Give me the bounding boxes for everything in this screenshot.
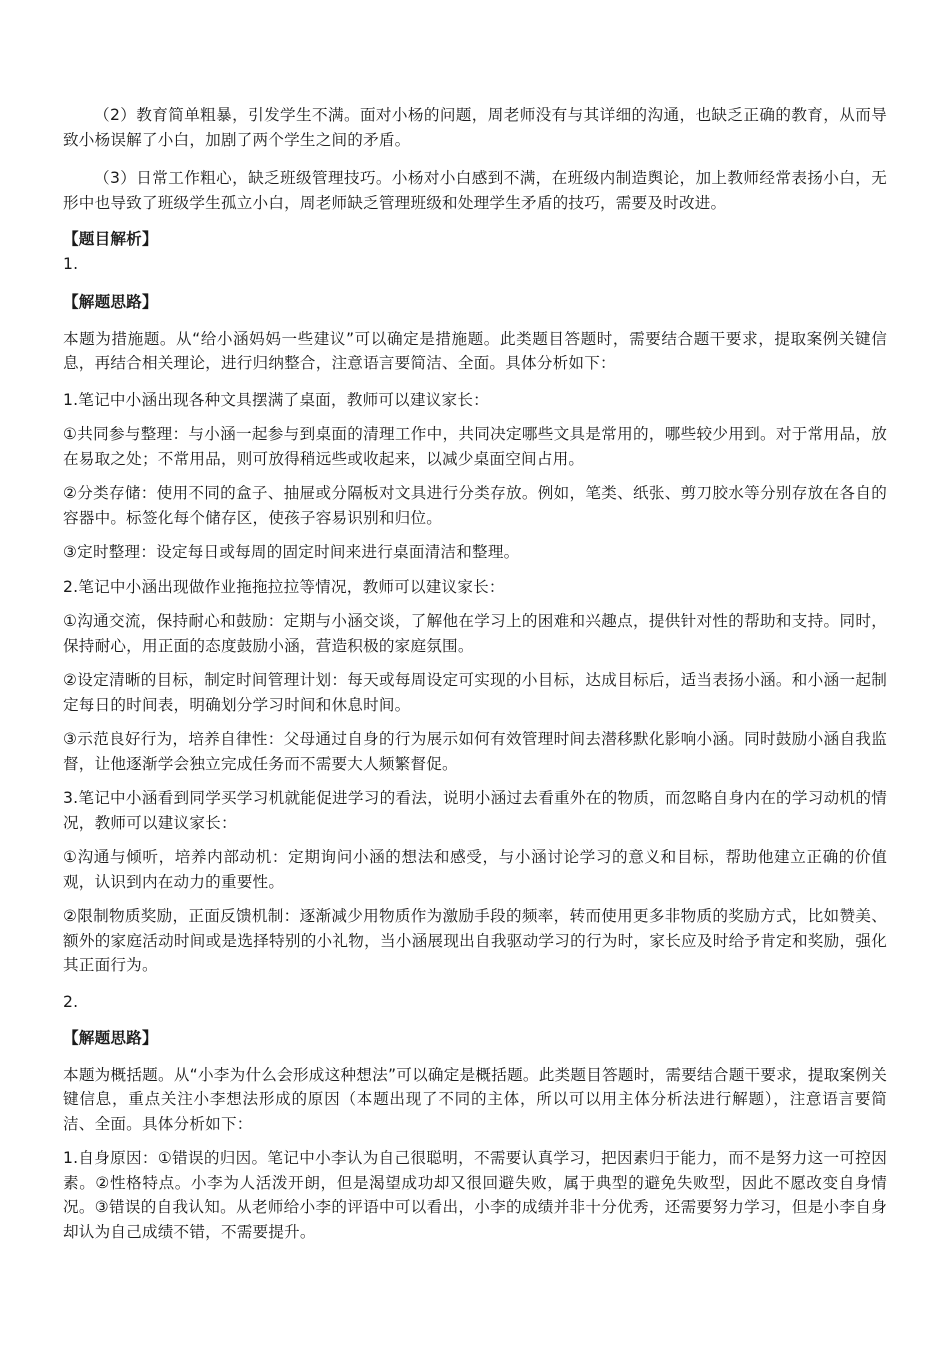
q2-approach-heading: 【解题思路】: [63, 1029, 158, 1047]
q2-point1: 1.自身原因：①错误的归因。笔记中小李认为自己很聪明，不需要认真学习，把因素归于能力，而不是努力这一可控因素。②性格特点。小李为人活泼开朗，但是渴望成功却又很回避失败，属于典型的避免失败型，因此不愿改变自身情况。③错误的自我认知。从老师给小李的评语中可以看出，小李的成绩并非十分优秀，还需要努力学习，但是小李自身却认为自己成绩不错，不需要提升。: [63, 1149, 887, 1241]
document-page: [63, 103, 887, 1244]
q1-point3-item-2: ②限制物质奖励，正面反馈机制：逐渐减少用物质作为激励手段的频率，转而使用更多非物质的奖励方式，比如赞美、额外的家庭活动时间或是选择特别的小礼物，当小涵展现出自我驱动学习的行为时，家长应及时给予肯定和奖励，强化其正面行为。: [63, 907, 887, 974]
q1-point3-title: 3.笔记中小涵看到同学买学习机就能促进学习的看法，说明小涵过去看重外在的物质，而忽略自身内在的学习动机的情况，教师可以建议家长：: [63, 789, 887, 832]
q2-number: 2.: [63, 992, 79, 1011]
q1-approach-heading: 【解题思路】: [63, 293, 158, 311]
q1-point1-item-1: ①共同参与整理：与小涵一起参与到桌面的清理工作中，共同决定哪些文具是常用的，哪些较少用到。对于常用品，放在易取之处；不常用品，则可放得稍远些或收起来，以减少桌面空间占用。: [63, 425, 887, 468]
q1-point1-item-2: ②分类存储：使用不同的盒子、抽屉或分隔板对文具进行分类存放。例如，笔类、纸张、剪刀胶水等分别存放在各自的容器中。标签化每个储存区，使孩子容易识别和归位。: [63, 484, 887, 527]
q1-point1-item-3: ③定时整理：设定每日或每周的固定时间来进行桌面清洁和整理。: [63, 543, 520, 561]
prev-answer-para-3: （3）日常工作粗心，缺乏班级管理技巧。小杨对小白感到不满，在班级内制造舆论，加上教师经常表扬小白，无形中也导致了班级学生孤立小白，周老师缺乏管理班级和处理学生矛盾的技巧，需要及时改进。: [63, 169, 887, 212]
q1-point3-item-1: ①沟通与倾听，培养内部动机：定期询问小涵的想法和感受，与小涵讨论学习的意义和目标，帮助他建立正确的价值观，认识到内在动力的重要性。: [63, 848, 887, 891]
q1-point2-item-2: ②设定清晰的目标，制定时间管理计划：每天或每周设定可实现的小目标，达成目标后，适当表扬小涵。和小涵一起制定每日的时间表，明确划分学习时间和休息时间。: [63, 671, 887, 714]
q1-point2-title: 2.笔记中小涵出现做作业拖拖拉拉等情况，教师可以建议家长：: [63, 577, 505, 596]
q1-intro: 本题为措施题。从“给小涵妈妈一些建议”可以确定是措施题。此类题目答题时，需要结合题干要求，提取案例关键信息，再结合相关理论，进行归纳整合，注意语言要简洁、全面。具体分析如下：: [63, 329, 887, 372]
q1-number: 1.: [63, 254, 79, 273]
q2-intro: 本题为概括题。从“小李为什么会形成这种想法”可以确定是概括题。此类题目答题时，需要结合题干要求，提取案例关键信息，重点关注小李想法形成的原因（本题出现了不同的主体，所以可以用主体分析法进行解题），注意语言要简洁、全面。具体分析如下：: [63, 1065, 887, 1133]
q1-point2-item-3: ③示范良好行为，培养自律性：父母通过自身的行为展示如何有效管理时间去潜移默化影响小涵。同时鼓励小涵自我监督，让他逐渐学会独立完成任务而不需要大人频繁督促。: [63, 730, 887, 773]
analysis-heading: 【题目解析】: [63, 230, 158, 248]
q1-point2-item-1: ①沟通交流，保持耐心和鼓励：定期与小涵交谈，了解他在学习上的困难和兴趣点，提供针对性的帮助和支持。同时，保持耐心，用正面的态度鼓励小涵，营造积极的家庭氛围。: [63, 612, 887, 655]
prev-answer-para-2: （2）教育简单粗暴，引发学生不满。面对小杨的问题，周老师没有与其详细的沟通，也缺乏正确的教育，从而导致小杨误解了小白，加剧了两个学生之间的矛盾。: [63, 106, 887, 149]
q1-point1-title: 1.笔记中小涵出现各种文具摆满了桌面，教师可以建议家长：: [63, 390, 489, 409]
